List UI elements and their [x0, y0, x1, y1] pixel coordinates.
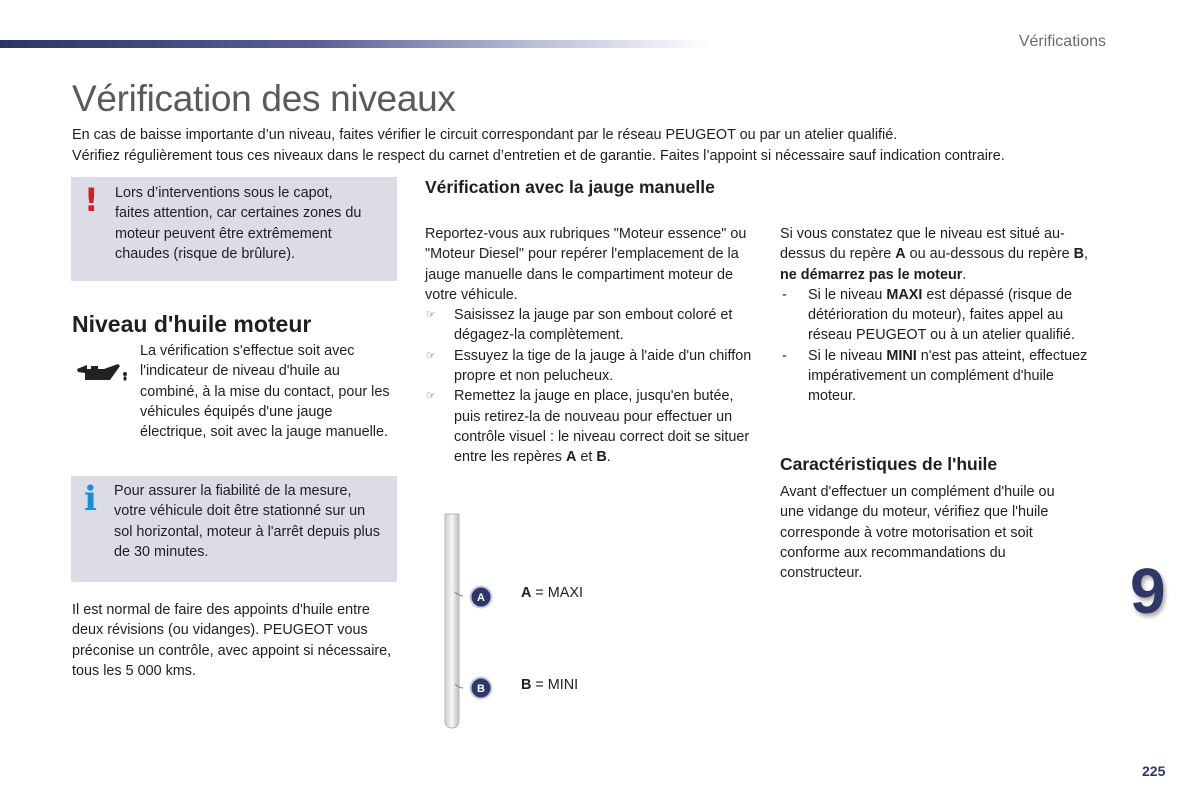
chapter-number: 9 — [1130, 555, 1166, 627]
warning-callout — [71, 177, 397, 281]
step-text: Saisissez la jauge par son embout coloré et dégagez-la complètement. — [454, 307, 733, 344]
text-run: . — [962, 266, 967, 283]
mark-a-ref: A — [565, 449, 577, 466]
mark-a-letter: A — [477, 592, 485, 604]
list-item — [780, 285, 1100, 346]
mark-a-badge — [469, 585, 493, 609]
text-run: , — [1084, 246, 1089, 263]
text-run: n'est pas atteint, effectuez impérativement un complément d'huile moteur. — [808, 347, 1088, 405]
label-maxi-key: A — [521, 585, 532, 601]
mark-b-badge — [469, 676, 493, 700]
level-check-intro — [780, 224, 1100, 285]
intro-line-2: Vérifiez régulièrement tous ces niveaux dans le respect du carnet d’entretien et de garantie. Faites l’appoint si nécessaire sauf indication contraire. — [72, 147, 1005, 164]
mini-label: MINI — [886, 347, 917, 364]
oil-level-text: La vérification s'effectue soit avec l'indicateur de niveau d'huile au combiné, à la mise du contact, pour les véhicules équipés d'une jauge électrique, soit avec la jauge manuelle. — [140, 343, 390, 441]
info-text: Pour assurer la fiabilité de la mesure, votre véhicule doit être stationné sur un sol horizontal, moteur à l'arrêt depuis plus de 30 minutes. — [114, 483, 380, 560]
mark-a-ref: A — [895, 246, 906, 263]
oil-level-heading: Niveau d'huile moteur — [72, 311, 312, 337]
list-item — [425, 346, 755, 387]
text-run: Si vous constatez que le niveau est situé au-dessus du repère — [780, 226, 1065, 263]
label-mini-value: = MINI — [531, 677, 579, 693]
normal-topup-text: Il est normal de faire des appoints d'huile entre deux révisions (ou vidanges). PEUGEOT vous préconise un contrôle, avec appoint si nécessaire, tous les 5 000 kms. — [72, 602, 392, 679]
header-gradient-bar — [0, 40, 710, 48]
level-check-text — [780, 224, 1100, 407]
maxi-label: MAXI — [886, 286, 923, 303]
pointing-hand-icon: ☞ — [426, 349, 436, 362]
mark-b-ref: B — [1073, 246, 1085, 263]
text-run: est dépassé (risque de détérioration du moteur), faites appel au réseau PEUGEOT ou à un atelier qualifié. — [808, 286, 1075, 344]
dipstick-intro: Reportez-vous aux rubriques "Moteur essence" ou "Moteur Diesel" pour repérer l'emplacement de la jauge manuelle dans le compartiment moteur de votre véhicule. — [425, 226, 747, 303]
oil-specs-heading: Caractéristiques de l'huile — [780, 454, 998, 474]
step-text-connector: et — [576, 449, 597, 466]
text-run: ou au-dessous du repère — [905, 246, 1074, 263]
oil-can-icon — [74, 360, 128, 388]
dash-marker: - — [782, 286, 787, 303]
step-text: Remettez la jauge en place, jusqu'en butée, puis retirez-la de nouveau pour effectuer un contrôle visuel : le niveau correct doit se situer entre les repères — [454, 388, 750, 466]
step-text: Essuyez la tige de la jauge à l'aide d'un chiffon propre et non pelucheux. — [454, 347, 752, 385]
manual-dipstick-heading: Vérification avec la jauge manuelle — [425, 177, 715, 197]
label-mini-key: B — [521, 677, 532, 693]
info-icon: i — [84, 479, 97, 519]
mark-b-letter: B — [477, 683, 485, 695]
mark-b-ref: B — [596, 449, 607, 466]
pointing-hand-icon: ☞ — [426, 309, 436, 322]
list-item — [780, 346, 1100, 407]
page-title: Vérification des niveaux — [72, 78, 456, 119]
list-item — [425, 386, 755, 467]
label-maxi — [521, 585, 583, 601]
text-run: Si le niveau — [808, 286, 887, 303]
pointing-hand-icon: ☞ — [426, 390, 436, 403]
section-title: Vérifications — [1018, 33, 1106, 50]
info-callout — [71, 476, 397, 582]
dipstick-steps — [425, 305, 755, 467]
list-item — [425, 305, 755, 346]
text-run: Si le niveau — [808, 347, 887, 364]
oil-specs-text: Avant d'effectuer un complément d'huile ou une vidange du moteur, vérifiez que l'huile corresponde à votre motorisation et soit conforme aux recommandations du constructeur. — [780, 484, 1055, 582]
label-maxi-value: = MAXI — [531, 585, 583, 601]
intro-text — [72, 125, 1005, 166]
dash-marker: - — [782, 347, 787, 364]
exclamation-icon: ! — [84, 181, 99, 219]
do-not-start-warning: ne démarrez pas le moteur — [780, 266, 963, 283]
step-text-end: . — [606, 449, 611, 466]
warning-text: Lors d’interventions sous le capot, faites attention, car certaines zones du moteur peuvent être extrêmement chaudes (risque de brûlure). — [115, 185, 362, 262]
intro-line-1: En cas de baisse importante d’un niveau, faites vérifier le circuit correspondant par le réseau PEUGEOT ou par un atelier qualifié. — [72, 127, 898, 143]
page-number: 225 — [1142, 763, 1166, 779]
label-mini — [521, 677, 578, 693]
level-check-list — [780, 285, 1100, 407]
dipstick-instructions — [425, 224, 755, 468]
